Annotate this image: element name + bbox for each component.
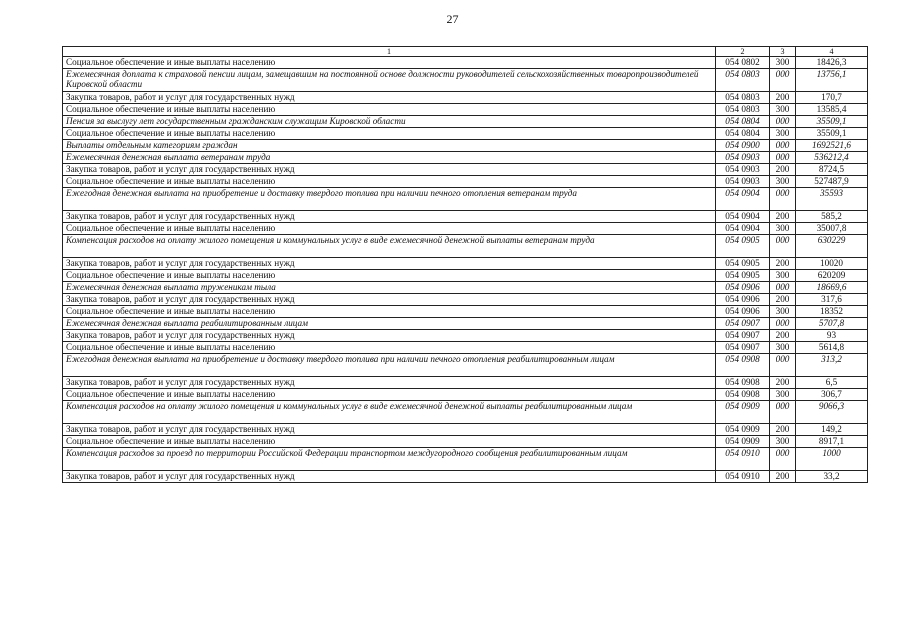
row-expense-type: 200 — [770, 377, 796, 389]
row-expense-type: 300 — [770, 176, 796, 188]
row-classification-code: 054 0900 — [716, 140, 770, 152]
table-row — [63, 223, 868, 235]
row-expense-type: 000 — [770, 116, 796, 128]
row-classification-code: 054 0906 — [716, 306, 770, 318]
row-description: Социальное обеспечение и иные выплаты населению — [63, 270, 716, 282]
row-amount: 170,7 — [796, 92, 868, 104]
row-classification-code: 054 0909 — [716, 436, 770, 448]
row-description: Ежемесячная доплата к страховой пенсии лицам, замещавшим на постоянной основе должности руководителей сельскохозяйственных товаропроизводителей Кировской области — [63, 69, 716, 92]
row-amount: 149,2 — [796, 424, 868, 436]
row-expense-type: 300 — [770, 104, 796, 116]
row-description: Социальное обеспечение и иные выплаты населению — [63, 436, 716, 448]
row-expense-type: 000 — [770, 401, 796, 424]
row-description: Ежегодная денежная выплата на приобретение и доставку твердого топлива при наличии печного отопления ветеранам труда — [63, 188, 716, 211]
row-amount: 527487,9 — [796, 176, 868, 188]
table-row — [63, 104, 868, 116]
row-expense-type: 000 — [770, 188, 796, 211]
row-expense-type: 200 — [770, 164, 796, 176]
row-amount: 35509,1 — [796, 128, 868, 140]
row-classification-code: 054 0907 — [716, 342, 770, 354]
row-expense-type: 200 — [770, 211, 796, 223]
row-amount: 18669,6 — [796, 282, 868, 294]
row-expense-type: 300 — [770, 223, 796, 235]
row-classification-code: 054 0803 — [716, 92, 770, 104]
row-classification-code: 054 0910 — [716, 471, 770, 483]
row-expense-type: 000 — [770, 152, 796, 164]
row-amount: 5614,8 — [796, 342, 868, 354]
row-amount: 18352 — [796, 306, 868, 318]
row-classification-code: 054 0908 — [716, 389, 770, 401]
row-classification-code: 054 0908 — [716, 354, 770, 377]
row-expense-type: 300 — [770, 57, 796, 69]
table-row — [63, 69, 868, 92]
row-amount: 1000 — [796, 448, 868, 471]
row-expense-type: 300 — [770, 436, 796, 448]
row-description: Ежемесячная денежная выплата труженикам тыла — [63, 282, 716, 294]
table-row — [63, 140, 868, 152]
row-expense-type: 300 — [770, 128, 796, 140]
table-row — [63, 330, 868, 342]
row-description: Закупка товаров, работ и услуг для государственных нужд — [63, 471, 716, 483]
row-amount: 1692521,6 — [796, 140, 868, 152]
row-classification-code: 054 0802 — [716, 57, 770, 69]
table-row — [63, 116, 868, 128]
row-amount: 6,5 — [796, 377, 868, 389]
row-amount: 18426,3 — [796, 57, 868, 69]
row-description: Социальное обеспечение и иные выплаты населению — [63, 223, 716, 235]
row-amount: 536212,4 — [796, 152, 868, 164]
row-classification-code: 054 0804 — [716, 116, 770, 128]
row-amount: 317,6 — [796, 294, 868, 306]
row-amount: 5707,8 — [796, 318, 868, 330]
row-description: Ежемесячная денежная выплата реабилитированным лицам — [63, 318, 716, 330]
row-classification-code: 054 0909 — [716, 424, 770, 436]
row-description: Компенсация расходов на оплату жилого помещения и коммунальных услуг в виде ежемесячной денежной выплаты ветеранам труда — [63, 235, 716, 258]
table-row — [63, 128, 868, 140]
row-description: Социальное обеспечение и иные выплаты населению — [63, 306, 716, 318]
table-row — [63, 306, 868, 318]
row-amount: 13756,1 — [796, 69, 868, 92]
row-amount: 8724,5 — [796, 164, 868, 176]
row-expense-type: 200 — [770, 471, 796, 483]
table-header-row — [63, 47, 868, 57]
row-description: Ежегодная денежная выплата на приобретение и доставку твердого топлива при наличии печного отопления реабилитированным лицам — [63, 354, 716, 377]
column-header-3: 3 — [770, 47, 796, 57]
table-row — [63, 176, 868, 188]
row-expense-type: 000 — [770, 140, 796, 152]
row-classification-code: 054 0903 — [716, 152, 770, 164]
row-description: Закупка товаров, работ и услуг для государственных нужд — [63, 258, 716, 270]
row-expense-type: 000 — [770, 318, 796, 330]
column-header-2: 2 — [716, 47, 770, 57]
row-classification-code: 054 0905 — [716, 270, 770, 282]
row-expense-type: 300 — [770, 306, 796, 318]
table-body — [63, 57, 868, 483]
row-classification-code: 054 0908 — [716, 377, 770, 389]
row-description: Закупка товаров, работ и услуг для государственных нужд — [63, 294, 716, 306]
row-expense-type: 200 — [770, 258, 796, 270]
row-classification-code: 054 0906 — [716, 282, 770, 294]
row-expense-type: 200 — [770, 424, 796, 436]
table-row — [63, 282, 868, 294]
table-row — [63, 92, 868, 104]
row-classification-code: 054 0904 — [716, 188, 770, 211]
row-description: Социальное обеспечение и иные выплаты населению — [63, 57, 716, 69]
row-classification-code: 054 0903 — [716, 176, 770, 188]
row-classification-code: 054 0909 — [716, 401, 770, 424]
row-description: Социальное обеспечение и иные выплаты населению — [63, 128, 716, 140]
table-row — [63, 270, 868, 282]
table-row — [63, 294, 868, 306]
row-expense-type: 000 — [770, 235, 796, 258]
table-row — [63, 471, 868, 483]
row-amount: 313,2 — [796, 354, 868, 377]
table-row — [63, 377, 868, 389]
row-expense-type: 300 — [770, 389, 796, 401]
row-amount: 585,2 — [796, 211, 868, 223]
column-header-1: 1 — [63, 47, 716, 57]
row-amount: 13585,4 — [796, 104, 868, 116]
table-row — [63, 354, 868, 377]
row-description: Закупка товаров, работ и услуг для государственных нужд — [63, 92, 716, 104]
row-expense-type: 200 — [770, 294, 796, 306]
row-expense-type: 300 — [770, 270, 796, 282]
row-classification-code: 054 0905 — [716, 235, 770, 258]
page-number: 27 — [446, 12, 459, 26]
budget-table — [62, 46, 868, 483]
table-row — [63, 188, 868, 211]
row-description: Компенсация расходов за проезд по территории Российской Федерации транспортом междугородного сообщения реабилитированным лицам — [63, 448, 716, 471]
row-amount: 620209 — [796, 270, 868, 282]
row-amount: 33,2 — [796, 471, 868, 483]
row-amount: 630229 — [796, 235, 868, 258]
row-classification-code: 054 0905 — [716, 258, 770, 270]
row-description: Выплаты отдельным категориям граждан — [63, 140, 716, 152]
row-classification-code: 054 0907 — [716, 318, 770, 330]
row-expense-type: 000 — [770, 282, 796, 294]
table-row — [63, 436, 868, 448]
row-amount: 306,7 — [796, 389, 868, 401]
row-description: Закупка товаров, работ и услуг для государственных нужд — [63, 424, 716, 436]
table-row — [63, 342, 868, 354]
row-description: Социальное обеспечение и иные выплаты населению — [63, 389, 716, 401]
row-amount: 8917,1 — [796, 436, 868, 448]
row-amount: 9066,3 — [796, 401, 868, 424]
row-classification-code: 054 0907 — [716, 330, 770, 342]
row-classification-code: 054 0904 — [716, 211, 770, 223]
row-amount: 35509,1 — [796, 116, 868, 128]
row-amount: 35007,8 — [796, 223, 868, 235]
table-row — [63, 424, 868, 436]
row-amount: 93 — [796, 330, 868, 342]
row-description: Закупка товаров, работ и услуг для государственных нужд — [63, 377, 716, 389]
row-classification-code: 054 0803 — [716, 104, 770, 116]
row-amount: 10020 — [796, 258, 868, 270]
row-description: Закупка товаров, работ и услуг для государственных нужд — [63, 330, 716, 342]
table-row — [63, 389, 868, 401]
row-classification-code: 054 0903 — [716, 164, 770, 176]
table-row — [63, 152, 868, 164]
row-expense-type: 200 — [770, 330, 796, 342]
row-classification-code: 054 0804 — [716, 128, 770, 140]
row-description: Социальное обеспечение и иные выплаты населению — [63, 104, 716, 116]
table-row — [63, 164, 868, 176]
table-row — [63, 235, 868, 258]
table-row — [63, 401, 868, 424]
row-description: Пенсия за выслугу лет государственным гражданским служащим Кировской области — [63, 116, 716, 128]
row-amount: 35593 — [796, 188, 868, 211]
row-description: Ежемесячная денежная выплата ветеранам труда — [63, 152, 716, 164]
row-expense-type: 200 — [770, 92, 796, 104]
row-description: Закупка товаров, работ и услуг для государственных нужд — [63, 164, 716, 176]
row-expense-type: 000 — [770, 448, 796, 471]
row-classification-code: 054 0910 — [716, 448, 770, 471]
row-description: Закупка товаров, работ и услуг для государственных нужд — [63, 211, 716, 223]
table-row — [63, 211, 868, 223]
table-row — [63, 448, 868, 471]
row-description: Социальное обеспечение и иные выплаты населению — [63, 176, 716, 188]
row-expense-type: 000 — [770, 354, 796, 377]
row-classification-code: 054 0904 — [716, 223, 770, 235]
table-row — [63, 258, 868, 270]
row-expense-type: 300 — [770, 342, 796, 354]
row-expense-type: 000 — [770, 69, 796, 92]
row-description: Социальное обеспечение и иные выплаты населению — [63, 342, 716, 354]
table-row — [63, 57, 868, 69]
row-classification-code: 054 0906 — [716, 294, 770, 306]
row-description: Компенсация расходов на оплату жилого помещения и коммунальных услуг в виде ежемесячной денежной выплаты реабилитированным лицам — [63, 401, 716, 424]
column-header-4: 4 — [796, 47, 868, 57]
table-row — [63, 318, 868, 330]
row-classification-code: 054 0803 — [716, 69, 770, 92]
